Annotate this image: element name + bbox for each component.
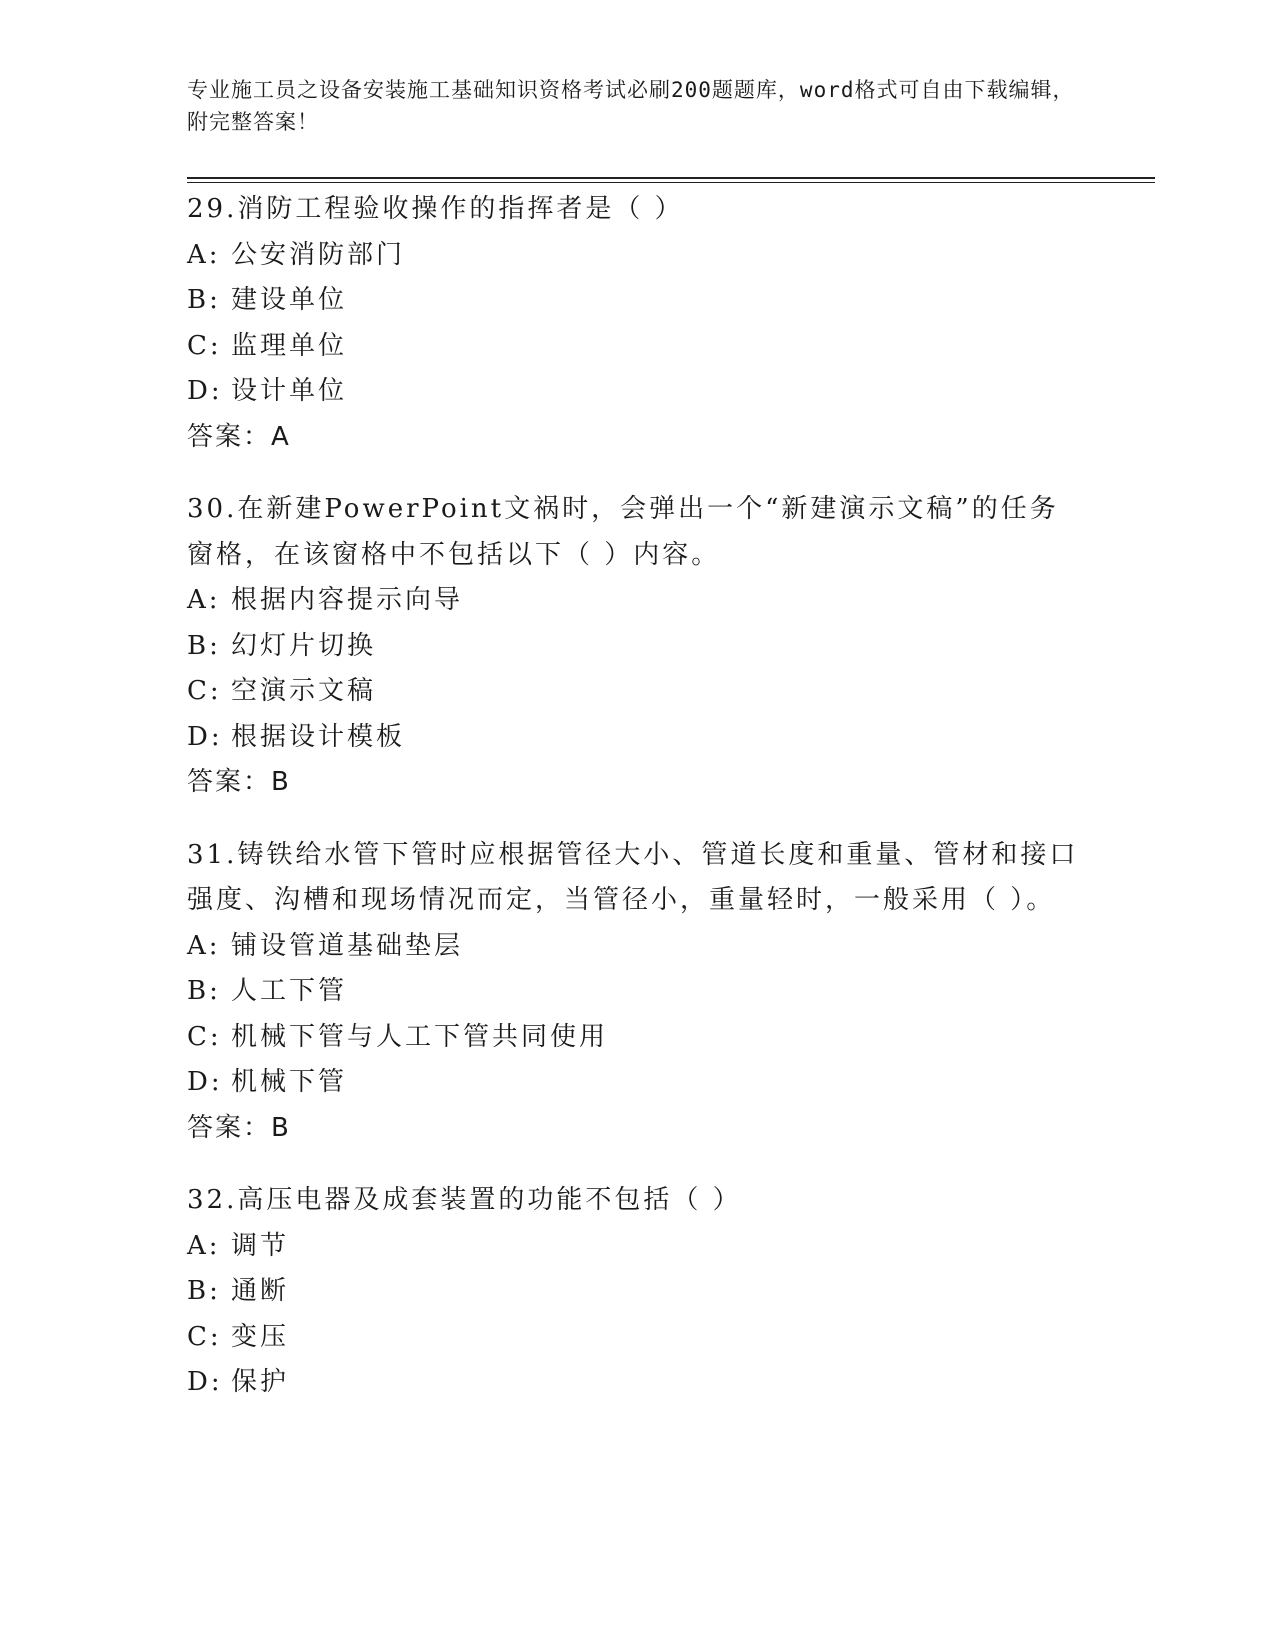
option-a — [187, 924, 1087, 970]
question-30 — [187, 487, 1087, 806]
option-letter: C: — [187, 676, 222, 706]
option-letter: C: — [187, 1021, 222, 1052]
option-letter: D: — [187, 376, 223, 406]
option-letter: B: — [187, 1276, 221, 1306]
option-text: 变压 — [231, 1321, 290, 1352]
option-text: 人工下管 — [231, 976, 348, 1006]
option-b — [187, 278, 1087, 324]
answer-line: 答案：B — [187, 1112, 291, 1143]
option-d — [187, 715, 1087, 761]
option-c — [187, 1015, 1087, 1061]
answer-line: 答案：A — [187, 421, 291, 452]
option-c — [187, 1315, 1087, 1361]
option-d — [187, 1060, 1087, 1106]
header-divider-thick — [187, 177, 1155, 179]
option-a — [187, 233, 1087, 279]
option-d — [187, 369, 1087, 415]
header-divider-thin — [187, 182, 1155, 183]
option-text: 铺设管道基础垫层 — [231, 930, 464, 961]
option-letter: C: — [187, 330, 222, 361]
option-text: 建设单位 — [231, 285, 348, 315]
document-header: 专业施工员之设备安装施工基础知识资格考试必刷200题题库，word格式可自由下载编辑，附完整答案！ — [187, 78, 1075, 134]
option-b — [187, 1269, 1087, 1315]
option-letter: D: — [187, 1367, 223, 1397]
option-letter: A: — [187, 585, 221, 615]
question-stem: 30.在新建PowerPoint文祸时，会弹出一个“新建演示文稿”的任务窗格，在该窗格中不包括以下（ ）内容。 — [187, 494, 1059, 570]
option-a — [187, 578, 1087, 624]
option-letter: B: — [187, 285, 221, 315]
option-letter: C: — [187, 1321, 222, 1352]
option-text: 机械下管与人工下管共同使用 — [231, 1021, 609, 1052]
question-29 — [187, 187, 1087, 460]
option-letter: A: — [187, 930, 221, 961]
option-letter: B: — [187, 630, 221, 661]
option-letter: D: — [187, 1067, 223, 1097]
option-text: 幻灯片切换 — [231, 630, 377, 661]
option-text: 监理单位 — [231, 330, 348, 361]
question-stem: 31.铸铁给水管下管时应根据管径大小、管道长度和重量、管材和接口强度、沟槽和现场情况而定，当管径小，重量轻时，一般采用（ ）。 — [187, 839, 1079, 915]
option-a — [187, 1224, 1087, 1270]
option-letter: B: — [187, 976, 221, 1006]
option-text: 调节 — [231, 1230, 290, 1261]
option-text: 保护 — [231, 1367, 290, 1397]
option-c — [187, 324, 1087, 370]
option-text: 根据内容提示向导 — [231, 585, 464, 615]
question-stem: 32.高压电器及成套装置的功能不包括（ ） — [187, 1185, 742, 1215]
option-b — [187, 624, 1087, 670]
option-d — [187, 1360, 1087, 1406]
question-32 — [187, 1178, 1087, 1406]
option-c — [187, 669, 1087, 715]
option-letter: D: — [187, 721, 223, 752]
question-stem: 29.消防工程验收操作的指挥者是（ ） — [187, 194, 684, 224]
option-b — [187, 969, 1087, 1015]
option-text: 公安消防部门 — [231, 239, 406, 270]
option-letter: A: — [187, 239, 221, 270]
question-list — [187, 187, 1087, 1433]
option-text: 根据设计模板 — [231, 721, 406, 752]
option-text: 设计单位 — [231, 376, 348, 406]
question-31 — [187, 833, 1087, 1152]
option-text: 空演示文稿 — [231, 676, 377, 706]
option-text: 机械下管 — [231, 1067, 348, 1097]
option-letter: A: — [187, 1230, 221, 1261]
option-text: 通断 — [231, 1276, 290, 1306]
answer-line: 答案：B — [187, 767, 291, 797]
